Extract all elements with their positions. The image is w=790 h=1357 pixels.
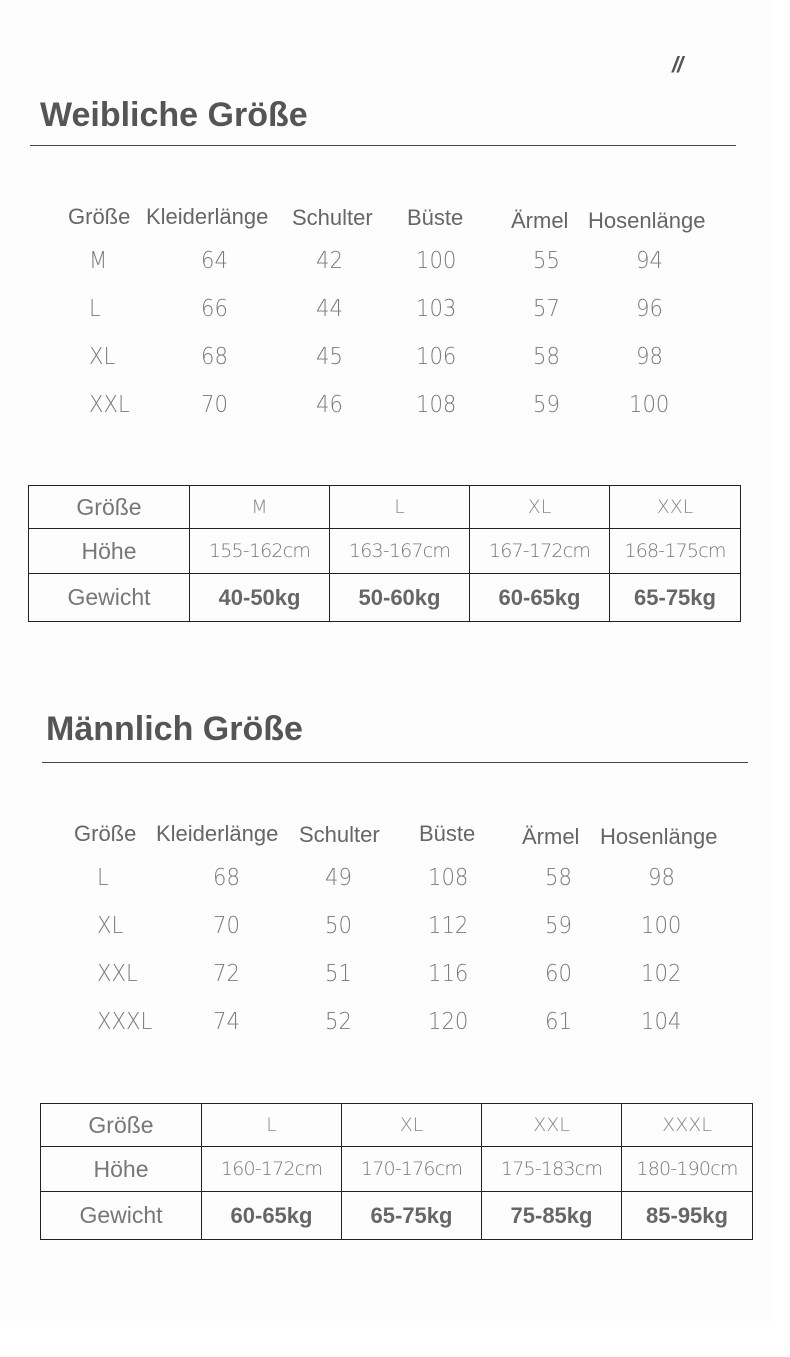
value-cell: 120 <box>428 1009 469 1035</box>
value-cell: 116 <box>428 961 469 987</box>
women-header-length: Kleiderlänge <box>146 204 269 229</box>
size-cell: M <box>190 486 330 529</box>
women-measure-row <box>0 240 700 288</box>
size-cell: XXL <box>97 961 138 987</box>
women-header-sleeve: Ärmel <box>511 208 569 233</box>
value-cell: 59 <box>545 913 572 939</box>
height-cell: 167-172cm <box>470 529 610 574</box>
value-cell: 70 <box>213 913 240 939</box>
value-cell: 94 <box>636 248 663 274</box>
weight-label: Gewicht <box>29 574 190 622</box>
women-measurements <box>0 200 706 432</box>
weight-cell: 75-85kg <box>482 1192 622 1240</box>
value-cell: 108 <box>416 392 457 418</box>
value-cell: 45 <box>316 344 343 370</box>
value-cell: 55 <box>533 248 560 274</box>
size-cell: XL <box>89 344 116 370</box>
value-cell: 104 <box>641 1009 682 1035</box>
weight-cell: 40-50kg <box>190 574 330 622</box>
value-cell: 98 <box>648 865 675 891</box>
size-cell: XXXL <box>622 1104 753 1147</box>
height-cell: 168-175cm <box>610 529 741 574</box>
women-measure-row <box>0 384 700 432</box>
women-title-rule <box>30 145 736 146</box>
height-cell: 160-172cm <box>202 1147 342 1192</box>
value-cell: 46 <box>316 392 343 418</box>
value-cell: 60 <box>545 961 572 987</box>
women-header-pants: Hosenlänge <box>588 208 706 233</box>
men-info-table <box>40 1103 753 1240</box>
women-info-table <box>28 485 741 622</box>
men-measurements <box>0 817 718 1049</box>
men-measure-header <box>0 817 718 857</box>
height-cell: 155-162cm <box>190 529 330 574</box>
men-measure-row <box>0 1001 700 1049</box>
weight-cell: 60-65kg <box>470 574 610 622</box>
value-cell: 50 <box>325 913 352 939</box>
size-cell: M <box>89 248 108 274</box>
size-row <box>29 486 741 529</box>
value-cell: 68 <box>201 344 228 370</box>
size-cell: XL <box>342 1104 482 1147</box>
men-header-shoulder: Schulter <box>299 822 380 847</box>
size-cell: XXL <box>482 1104 622 1147</box>
size-row <box>41 1104 753 1147</box>
weight-row <box>41 1192 753 1240</box>
men-measure-row <box>0 905 700 953</box>
size-cell: XL <box>470 486 610 529</box>
value-cell: 57 <box>533 296 560 322</box>
value-cell: 106 <box>416 344 457 370</box>
height-row <box>29 529 741 574</box>
value-cell: 59 <box>533 392 560 418</box>
value-cell: 108 <box>428 865 469 891</box>
women-header-shoulder: Schulter <box>292 205 373 230</box>
weight-row <box>29 574 741 622</box>
women-measure-header <box>0 200 706 240</box>
value-cell: 72 <box>213 961 240 987</box>
men-header-size: Größe <box>74 821 137 846</box>
value-cell: 100 <box>629 392 670 418</box>
value-cell: 52 <box>325 1009 352 1035</box>
size-cell: XXL <box>610 486 741 529</box>
weight-cell: 65-75kg <box>342 1192 482 1240</box>
size-cell: XXXL <box>97 1009 153 1035</box>
value-cell: 102 <box>641 961 682 987</box>
height-cell: 170-176cm <box>342 1147 482 1192</box>
weight-cell: 50-60kg <box>330 574 470 622</box>
value-cell: 64 <box>201 248 228 274</box>
weight-cell: 60-65kg <box>202 1192 342 1240</box>
value-cell: 96 <box>636 296 663 322</box>
value-cell: 103 <box>416 296 457 322</box>
men-header-length: Kleiderlänge <box>156 821 279 846</box>
size-label: Größe <box>29 486 190 529</box>
value-cell: 58 <box>533 344 560 370</box>
men-title: Männlich Größe <box>46 710 303 748</box>
value-cell: 70 <box>201 392 228 418</box>
value-cell: 49 <box>325 865 352 891</box>
value-cell: 44 <box>316 296 343 322</box>
women-measure-rows <box>0 240 700 432</box>
women-title: Weibliche Größe <box>40 96 308 134</box>
size-cell: L <box>330 486 470 529</box>
women-header-size: Größe <box>68 204 131 229</box>
height-cell: 163-167cm <box>330 529 470 574</box>
value-cell: 42 <box>316 248 343 274</box>
value-cell: 100 <box>416 248 457 274</box>
value-cell: 68 <box>213 865 240 891</box>
slash-mark: // <box>672 52 683 77</box>
weight-cell: 65-75kg <box>610 574 741 622</box>
height-cell: 180-190cm <box>622 1147 753 1192</box>
size-label: Größe <box>41 1104 202 1147</box>
men-measure-rows <box>0 857 700 1049</box>
value-cell: 51 <box>325 961 352 987</box>
men-measure-row <box>0 857 700 905</box>
value-cell: 61 <box>545 1009 572 1035</box>
weight-label: Gewicht <box>41 1192 202 1240</box>
weight-cell: 85-95kg <box>622 1192 753 1240</box>
value-cell: 66 <box>201 296 228 322</box>
men-measure-row <box>0 953 700 1001</box>
men-header-bust: Büste <box>419 821 476 846</box>
value-cell: 100 <box>641 913 682 939</box>
men-title-rule <box>42 762 748 763</box>
size-cell: L <box>97 865 109 891</box>
size-cell: L <box>89 296 101 322</box>
women-measure-row <box>0 336 700 384</box>
height-label: Höhe <box>41 1147 202 1192</box>
value-cell: 74 <box>213 1009 240 1035</box>
size-cell: L <box>202 1104 342 1147</box>
women-header-bust: Büste <box>407 205 464 230</box>
value-cell: 58 <box>545 865 572 891</box>
height-cell: 175-183cm <box>482 1147 622 1192</box>
height-row <box>41 1147 753 1192</box>
size-cell: XXL <box>89 392 130 418</box>
value-cell: 112 <box>428 913 469 939</box>
women-measure-row <box>0 288 700 336</box>
height-label: Höhe <box>29 529 190 574</box>
value-cell: 98 <box>636 344 663 370</box>
men-header-pants: Hosenlänge <box>600 824 718 849</box>
men-header-sleeve: Ärmel <box>522 824 580 849</box>
size-cell: XL <box>97 913 124 939</box>
